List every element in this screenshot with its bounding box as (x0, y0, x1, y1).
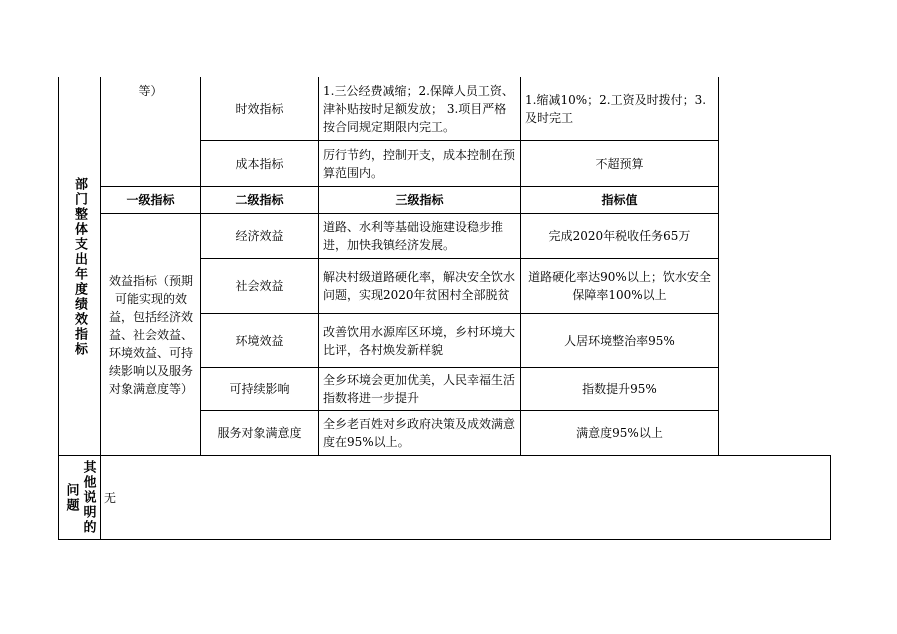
level2-cost: 成本指标 (235, 156, 284, 171)
level2-social: 社会效益 (235, 279, 284, 293)
top-first-level-fragment: 等） (138, 84, 163, 98)
benefit-first-level: 效益指标（预期可能实现的效益，包括经济效益、社会效益、环境效益、可持续影响以及服务对象满意度等） (108, 273, 193, 396)
level2-sustainability: 可持续影响 (229, 382, 290, 396)
header-value: 指标值 (601, 193, 638, 207)
level3-satisfaction: 全乡老百姓对乡政府决策及成效满意度在95%以上。 (323, 417, 516, 449)
level2-environment: 环境效益 (235, 333, 284, 348)
header-level1: 一级指标 (126, 193, 175, 207)
level3-economic: 道路、水利等基础设施建设稳步推进，加快我镇经济发展。 (323, 220, 504, 252)
header-level2: 二级指标 (235, 193, 284, 207)
level2-economic: 经济效益 (235, 229, 284, 243)
value-satisfaction: 满意度95%以上 (576, 426, 663, 440)
section-label-cell (59, 78, 100, 455)
other-label-cell (59, 456, 100, 539)
level2-satisfaction: 服务对象满意度 (217, 426, 302, 440)
level3-social: 解决村级道路硬化率，解决安全饮水问题，实现2020年贫困村全部脱贫 (323, 270, 516, 302)
value-environment: 人居环境整治率95% (564, 333, 675, 348)
top-first-level-cell (101, 78, 200, 186)
value-economic: 完成2020年税收任务65万 (548, 229, 691, 243)
level3-sustainability: 全乡环境会更加优美，人民幸福生活指数将进一步提升 (323, 373, 516, 405)
level2-timeliness: 时效指标 (235, 102, 284, 116)
level3-cost: 厉行节约，控制开支，成本控制在预算范围内。 (323, 147, 516, 180)
value-timeliness: 1.缩减10%；2.工资及时拨付；3.及时完工 (525, 93, 707, 125)
level3-timeliness: 1.三公经费减缩；2.保障人员工资、津补贴按时足额发放； 3.项目严格按合同规定期限内完工。 (323, 84, 514, 134)
value-sustainability: 指数提升95% (582, 382, 657, 396)
value-social: 道路硬化率达90%以上；饮水安全保障率100%以上 (528, 270, 711, 302)
section-label: 部门整体支出年度绩效指标 (72, 176, 87, 357)
level3-environment: 改善饮用水源库区环境，乡村环境大比评，各村焕发新样貌 (323, 324, 516, 357)
value-cost: 不超预算 (595, 156, 644, 171)
other-content: 无 (104, 490, 117, 505)
other-label: 其他说明的问题 (63, 460, 96, 535)
header-level3: 三级指标 (395, 193, 444, 207)
